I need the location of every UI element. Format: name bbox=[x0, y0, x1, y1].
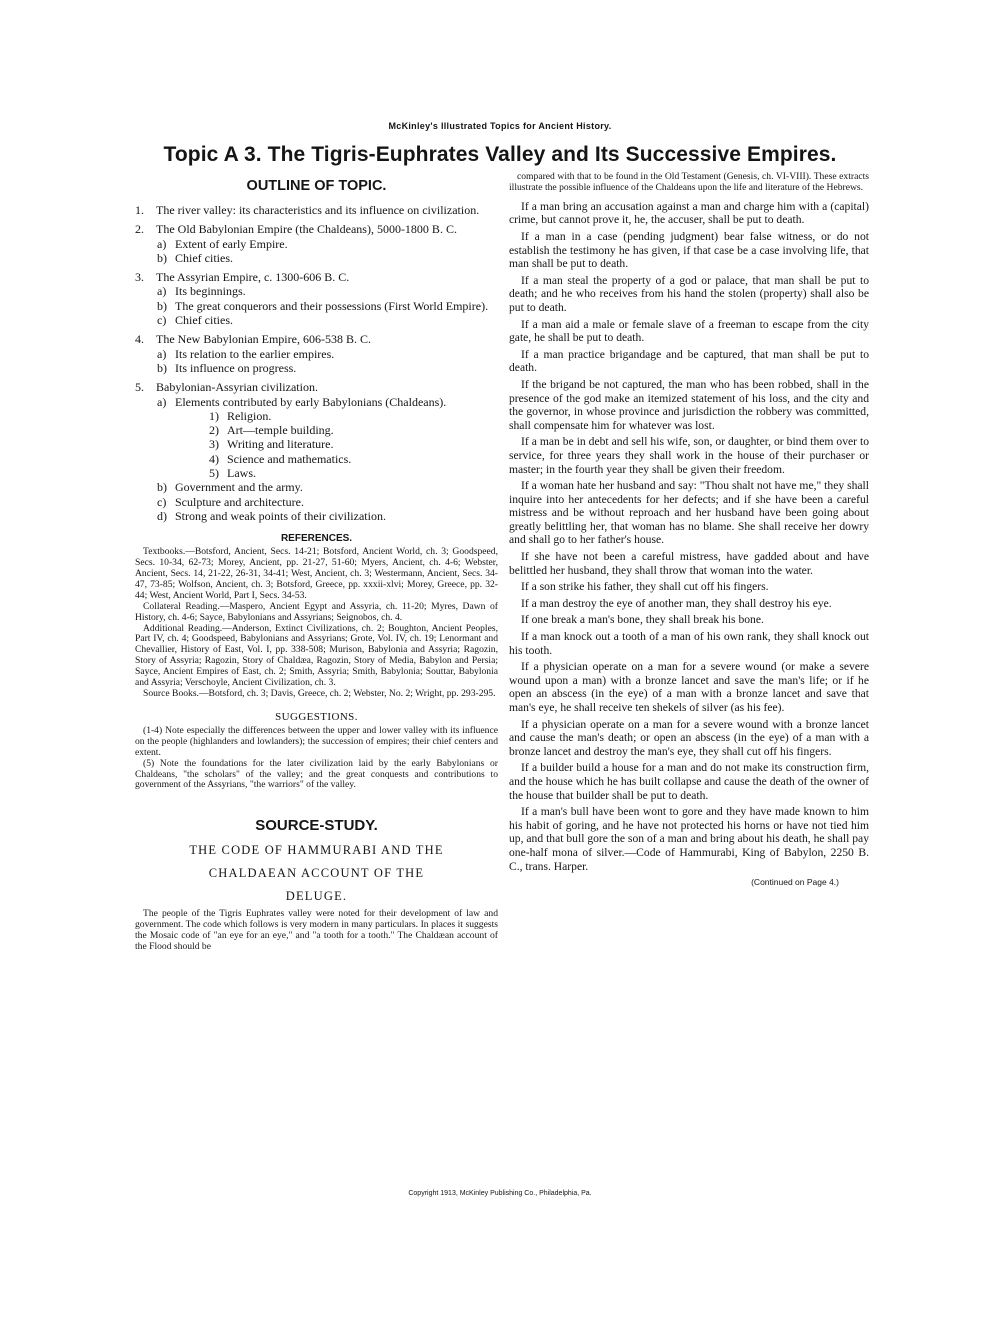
left-column bbox=[135, 176, 498, 953]
outline-item bbox=[135, 332, 498, 375]
item-text: Art—temple building. bbox=[227, 423, 334, 438]
code-paragraph: If the brigand be not captured, the man who has been robbed, shall in the presence of the god make an itemized statement of his loss, and the city and the governor, in whose province and jurisdiction the robbery was committed, shall compensate him for whatever was lost. bbox=[509, 377, 869, 432]
item-text: Strong and weak points of their civilization. bbox=[175, 508, 386, 523]
code-paragraph: If a physician operate on a man for a severe wound (or make a severe wound upon a man) with a bronze lancet and save the man's life; or if he open an abscess (in the eye) of a man with a bronze lancet and save that man's eye, he shall receive ten shekels of silver (as his fee). bbox=[509, 660, 869, 714]
item-number: a) bbox=[157, 236, 167, 251]
page-title: Topic A 3. The Tigris-Euphrates Valley and Its Successive Empires. bbox=[163, 143, 837, 166]
item-number: b) bbox=[157, 250, 167, 265]
code-paragraph: If a woman hate her husband and say: "Thou shalt not have me," they shall inquire into her antecedents for her defects; and if she have been a careful mistress and be without reproach and her husband have been going about greatly belittling her, that woman has no blame. She shall receive her dowry and shall go to her father's house. bbox=[509, 479, 869, 547]
item-text: The river valley: its characteristics and its influence on civilization. bbox=[156, 203, 480, 217]
item-number: a) bbox=[157, 346, 167, 361]
item-text: Chief cities. bbox=[175, 250, 233, 265]
code-paragraph: If a man aid a male or female slave of a freeman to escape from the city gate, he shall be put to death. bbox=[509, 317, 869, 345]
item-text: Its relation to the earlier empires. bbox=[175, 346, 335, 361]
item-text: The Old Babylonian Empire (the Chaldeans), 5000-1800 B. C. bbox=[156, 222, 457, 237]
code-paragraph: If a man bring an accusation against a man and charge him with a (capital) crime, but cannot prove it, he, the accuser, shall be put to death. bbox=[509, 199, 869, 227]
item-text: Chief cities. bbox=[175, 313, 233, 328]
outline-heading: OUTLINE OF TOPIC. bbox=[246, 178, 387, 194]
item-text: Elements contributed by early Babylonians (Chaldeans). bbox=[175, 394, 447, 409]
code-paragraph: If a man's bull have been wont to gore and they have made known to him his habit of goring, and he have not protected his horns or have not tied him up, and that bull gore the son of a man and bring about his death, he shall pay one-half mona of silver.—Code of Hammurabi, King of Babylon, 2250 B. C., trans. Harper. bbox=[509, 805, 869, 873]
page-header: McKinley's Illustrated Topics for Ancient History. bbox=[388, 121, 612, 131]
item-number: 5. bbox=[135, 380, 144, 395]
item-number: 4. bbox=[135, 332, 144, 347]
source-study-subheading: DELUGE. bbox=[285, 889, 348, 904]
item-text: The great conquerors and their possessions (First World Empire). bbox=[175, 298, 489, 313]
references-collateral: Collateral Reading.—Maspero, Ancient Egypt and Assyria, ch. 11-20; Myres, Dawn of History, ch. 4-6; Sayce, Babylonians and Assyrians; Seignobos, ch. 4. bbox=[135, 600, 498, 623]
item-text: Babylonian-Assyrian civilization. bbox=[156, 380, 318, 395]
outline-item bbox=[135, 270, 498, 327]
suggestions-heading: SUGGESTIONS. bbox=[275, 710, 358, 723]
code-paragraph: If a man steal the property of a god or palace, that man shall be put to death; and he who receives from his hand the stolen (property) shall also be put to death. bbox=[509, 273, 869, 314]
code-paragraph: If she have not been a careful mistress, have gadded about and have belittled her husband, they shall throw that woman into the water. bbox=[509, 550, 869, 577]
references-textbooks: Textbooks.—Botsford, Ancient, Secs. 14-21; Botsford, Ancient World, ch. 3; Goodspeed, Secs. 10-34, 62-73; Morey, Ancient, pp. 21-27, 51-60; Myers, Ancient, ch. 4-6; Webster, Ancient, Secs. 14, 21-22, 26-31, 34-41; West, Ancient, ch. 3; Westermann, Ancient, Secs. 34-47, 73-85; Wolfson, Ancient, ch. 3; Botsford, Greece, pp. xxxii-xlvi; Morey, Greece, pp. 32-44; West, Ancient World, Part I, Secs. 34-53. bbox=[135, 546, 498, 601]
item-number: a) bbox=[157, 394, 167, 409]
code-paragraph: If a son strike his father, they shall cut off his fingers. bbox=[521, 580, 769, 594]
item-text: Government and the army. bbox=[175, 480, 303, 495]
code-paragraph: If a man destroy the eye of another man, they shall destroy his eye. bbox=[521, 596, 832, 610]
item-number: 3. bbox=[135, 270, 144, 285]
references-heading: REFERENCES. bbox=[280, 533, 353, 545]
item-number: 2. bbox=[135, 222, 144, 237]
item-text: Science and mathematics. bbox=[227, 451, 352, 466]
outline-item bbox=[135, 222, 498, 265]
continued-note: (Continued on Page 4.) bbox=[751, 877, 839, 888]
item-number: b) bbox=[157, 360, 167, 375]
copyright-footer: Copyright 1913, McKinley Publishing Co., Philadelphia, Pa. bbox=[408, 1190, 592, 1197]
suggestion-paragraph: (5) Note the foundations for the later civilization laid by the early Babylonians or Chaldeans, "the scholars" of the valley; and the great conquests and contributions to government of the Assyrians, "the warriors" of the valley. bbox=[135, 757, 498, 791]
item-text: Its beginnings. bbox=[175, 284, 246, 299]
item-text: Sculpture and architecture. bbox=[175, 494, 304, 509]
code-paragraph: If a man in a case (pending judgment) bear false witness, or do not establish the testimony he has given, if that case be a case involving life, that man shall be put to death. bbox=[509, 230, 869, 271]
code-paragraph: If a builder build a house for a man and do not make its construction firm, and the house which he has built collapse and cause the death of the owner of the house that builder shall be put to death. bbox=[509, 761, 869, 802]
item-text: Writing and literature. bbox=[227, 437, 334, 452]
code-paragraph: If a physician operate on a man for a severe wound with a bronze lancet and cause the man's death; or open an abscess (in the eye) of a man with a bronze lancet and destroy the man's eye, they shall cut off his fingers. bbox=[509, 717, 869, 758]
item-number: 1) bbox=[209, 408, 219, 423]
code-paragraph: If a man practice brigandage and be captured, that man shall be put to death. bbox=[509, 347, 869, 375]
item-text: The Assyrian Empire, c. 1300-606 B. C. bbox=[156, 270, 350, 285]
outline-item bbox=[135, 203, 498, 217]
source-study-heading: SOURCE-STUDY. bbox=[255, 817, 378, 835]
outline-item bbox=[135, 380, 498, 523]
item-number: 3) bbox=[209, 437, 219, 452]
item-text: The New Babylonian Empire, 606-538 B. C. bbox=[156, 332, 371, 347]
item-number: 1. bbox=[135, 203, 144, 217]
right-column bbox=[509, 172, 869, 887]
suggestion-paragraph: (1-4) Note especially the differences between the upper and lower valley with its influence on the people (highlanders and lowlanders); the succession of empires; their chief centers and extent. bbox=[135, 724, 498, 758]
item-number: 5) bbox=[209, 466, 219, 481]
source-study-subheading: THE CODE OF HAMMURABI AND THE bbox=[189, 843, 444, 858]
item-number: c) bbox=[157, 494, 167, 509]
item-text: Its influence on progress. bbox=[175, 360, 297, 375]
item-number: b) bbox=[157, 298, 167, 313]
item-text: Religion. bbox=[227, 408, 272, 423]
code-paragraph: If one break a man's bone, they shall break his bone. bbox=[521, 613, 764, 627]
item-number: 4) bbox=[209, 451, 219, 466]
references-source-books: Source Books.—Botsford, ch. 3; Davis, Greece, ch. 2; Webster, No. 2; Wright, pp. 293-295. bbox=[143, 688, 496, 700]
item-number: d) bbox=[157, 508, 167, 523]
source-study-intro: The people of the Tigris Euphrates valley were noted for their development of law and government. The code which follows is very modern in many particulars. In places it suggests the Mosaic code of "an eye for an eye," and "a tooth for a tooth." The Chaldæan account of the Flood should be bbox=[135, 908, 498, 953]
item-text: Laws. bbox=[227, 466, 256, 481]
code-paragraph: If a man be in debt and sell his wife, son, or daughter, or bind them over to service, for three years they shall work in the house of their purchaser or master; in the fourth year they shall be given their freedom. bbox=[509, 435, 869, 476]
intro-continuation: compared with that to be found in the Old Testament (Genesis, ch. VI-VIII). These extracts illustrate the possible influence of the Chaldeans upon the life and literature of the Hebrews. bbox=[509, 171, 869, 193]
item-text: Extent of early Empire. bbox=[175, 236, 288, 251]
source-study-subheading: CHALDAEAN ACCOUNT OF THE bbox=[208, 866, 425, 881]
item-number: 2) bbox=[209, 423, 219, 438]
item-number: a) bbox=[157, 284, 167, 299]
code-paragraph: If a man knock out a tooth of a man of his own rank, they shall knock out his tooth. bbox=[509, 630, 869, 657]
references-additional: Additional Reading.—Anderson, Extinct Civilizations, ch. 2; Boughton, Ancient Peoples, Part IV, ch. 4; Goodspeed, Babylonians and Assyrians; Grote, Vol. IV, ch. 19; Lenormant and Chevallier, History of East, Vol. I, pp. 338-508; Murison, Babylonia and Assyria; Ragozin, Story of Assyria; Ragozin, Story of Chaldæa, Ragozin, Story of Media, Babylon and Persia; Sayce, Ancient Empires of East, ch. 2; Smith, Assyria; Smith, Babylonia; Souttar, Babylonia and Assyria; Verschoyle, Ancient Civilization, ch. 3. bbox=[135, 622, 498, 689]
item-number: c) bbox=[157, 313, 167, 328]
item-number: b) bbox=[157, 480, 167, 495]
